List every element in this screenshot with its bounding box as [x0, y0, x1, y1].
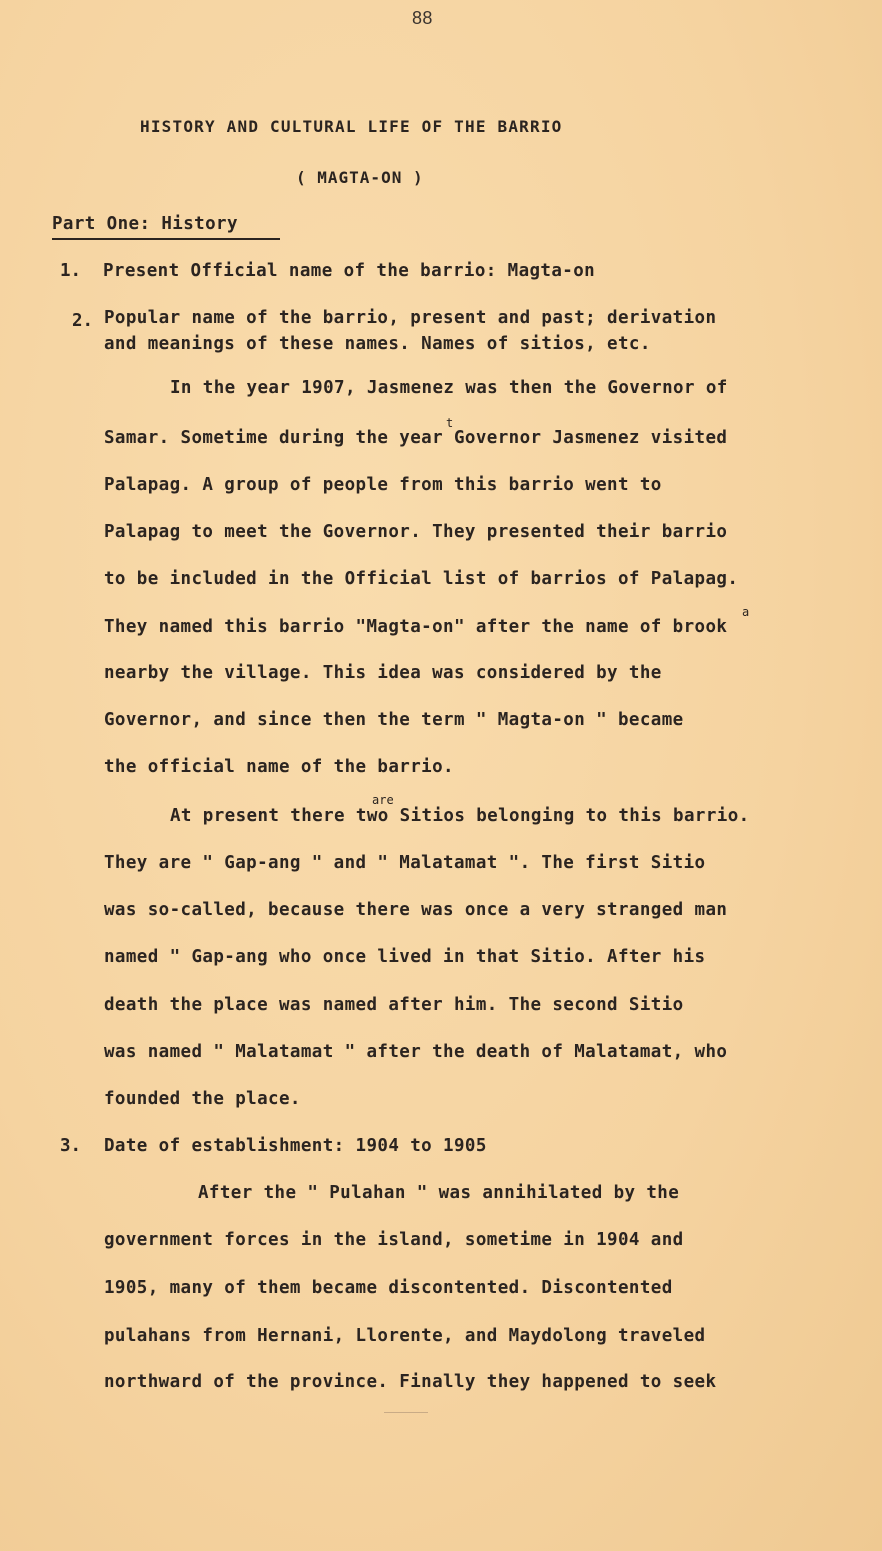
document-subtitle: ( MAGTA-ON ) — [296, 168, 424, 187]
para-1-line: the official name of the barrio. — [104, 757, 454, 777]
page-number: 88 — [412, 8, 433, 28]
para-3-line: After the " Pulahan " was annihilated by the — [198, 1183, 680, 1203]
part-heading-underline — [52, 238, 280, 240]
item-2-line-1: Popular name of the barrio, present and past; derivation — [104, 308, 717, 328]
item-2-number: 2. — [72, 311, 94, 331]
para-1-line: Palapag. A group of people from this barrio went to — [104, 475, 662, 495]
document-title: HISTORY AND CULTURAL LIFE OF THE BARRIO — [140, 117, 563, 136]
para-2-line: founded the place. — [104, 1089, 301, 1109]
inserted-letter: t — [446, 416, 454, 430]
paper-mark — [384, 1412, 428, 1413]
item-1-number: 1. — [60, 261, 82, 281]
para-1-line: In the year 1907, Jasmenez was then the Governor of — [170, 378, 728, 398]
para-2-line: was named " Malatamat " after the death of Malatamat, who — [104, 1042, 728, 1062]
para-1-line: Samar. Sometime during the year Governor Jasmenez visited — [104, 428, 728, 448]
para-3-line: northward of the province. Finally they happened to seek — [104, 1372, 717, 1392]
para-2-line: At present there two Sitios belonging to this barrio. — [170, 806, 750, 826]
item-2-line-2: and meanings of these names. Names of sitios, etc. — [104, 334, 651, 354]
item-1-text: Present Official name of the barrio: Magta-on — [103, 261, 596, 281]
para-1-line: They named this barrio "Magta-on" after the name of brook — [104, 617, 728, 637]
item-3-text: Date of establishment: 1904 to 1905 — [104, 1136, 487, 1156]
para-2-line: named " Gap-ang who once lived in that Sitio. After his — [104, 947, 706, 967]
part-heading: Part One: History — [52, 214, 238, 234]
para-3-line: government forces in the island, sometime in 1904 and — [104, 1230, 684, 1250]
para-2-line: was so-called, because there was once a very stranged man — [104, 900, 728, 920]
para-3-line: pulahans from Hernani, Llorente, and Maydolong traveled — [104, 1326, 706, 1346]
para-2-line: death the place was named after him. The second Sitio — [104, 995, 684, 1015]
inserted-letter: a — [742, 605, 750, 619]
para-1-line: to be included in the Official list of barrios of Palapag. — [104, 569, 739, 589]
para-2-line: They are " Gap-ang " and " Malatamat ". The first Sitio — [104, 853, 706, 873]
para-3-line: 1905, many of them became discontented. Discontented — [104, 1278, 673, 1298]
inserted-word: are — [372, 793, 394, 807]
item-3-number: 3. — [60, 1136, 82, 1156]
para-1-line: nearby the village. This idea was considered by the — [104, 663, 662, 683]
para-1-line: Governor, and since then the term " Magta-on " became — [104, 710, 684, 730]
para-1-line: Palapag to meet the Governor. They presented their barrio — [104, 522, 728, 542]
